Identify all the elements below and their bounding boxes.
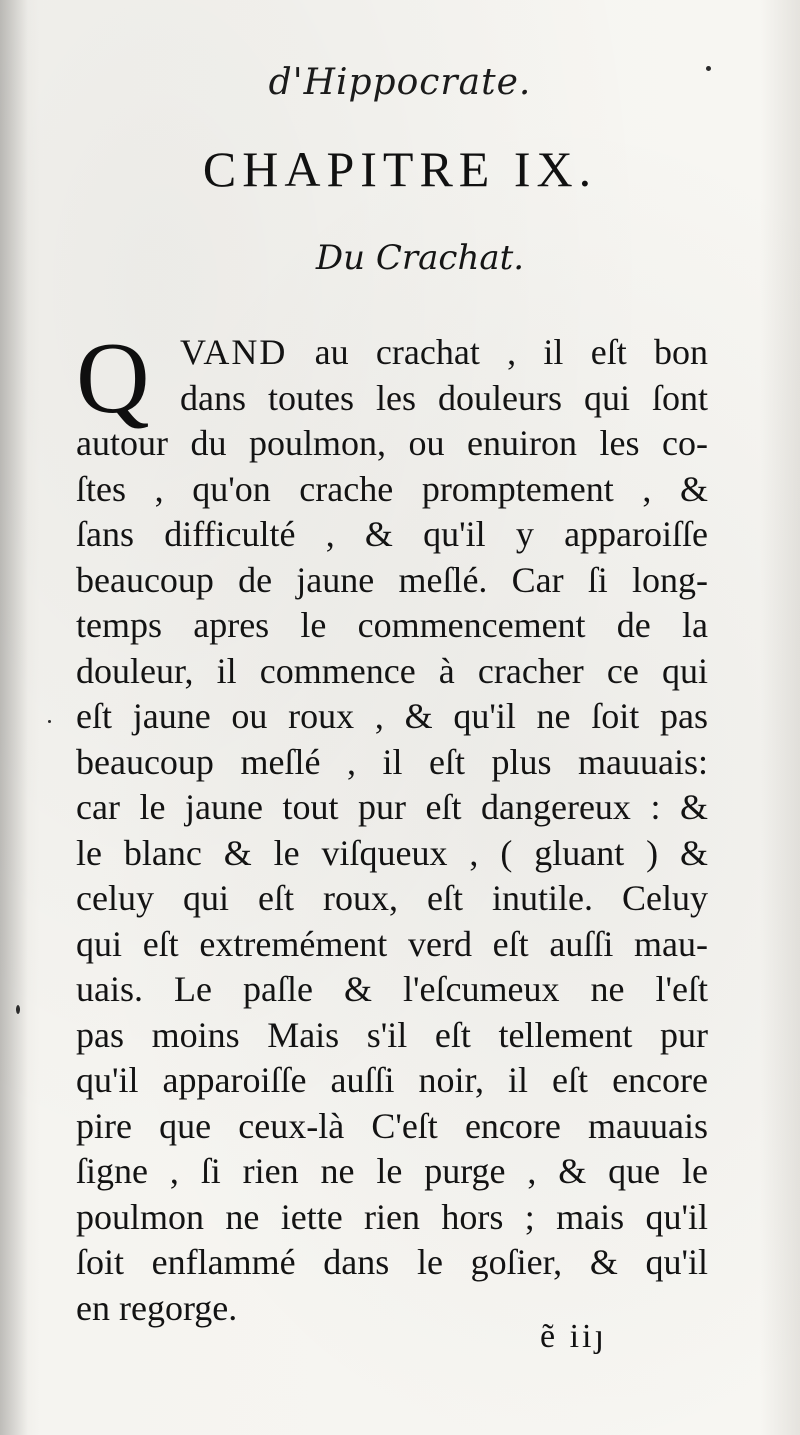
page-gutter-shadow — [0, 0, 28, 1435]
text-line-content: au crachat , il eſt bon — [314, 332, 708, 372]
text-line: dans toutes les douleurs qui ſont — [180, 377, 708, 418]
text-line: celuy qui eſt roux, eſt inutile. Celuy — [76, 878, 708, 918]
text-line: pire que ceux-là C'eſt encore mauuais — [76, 1105, 708, 1146]
chapter-title: CHAPITRE IX. — [202, 141, 598, 197]
text-line: eſt jaune ou roux , & qu'il ne ſoit pas — [76, 696, 708, 736]
text-line — [76, 330, 708, 376]
text-line: ſoit enflammé dans le goſier, & qu'il — [76, 1242, 708, 1282]
text-line: beaucoup meſlé , il eſt plus mauuais: — [76, 741, 708, 782]
ink-speck — [706, 66, 711, 71]
text-line: poulmon ne iette rien hors ; mais qu'il — [76, 1196, 708, 1237]
drop-cap: Q — [76, 322, 150, 435]
running-head: d'Hippocrate. — [268, 62, 532, 103]
ink-speck — [16, 1005, 20, 1014]
text-line: autour du poulmon, ou enuiron les co- — [76, 423, 708, 463]
text-line: temps apres le commencement de la — [76, 605, 708, 645]
body-text — [76, 322, 708, 1331]
text-line: ſigne , ſi rien ne le purge , & que le — [76, 1151, 708, 1191]
text-line: le blanc & le viſqueux , ( gluant ) & — [76, 832, 708, 873]
section-title: Du Crachat. — [315, 238, 525, 278]
text-line: uais. Le paſle & l'eſcumeux ne l'eſt — [76, 969, 708, 1009]
text-line: beaucoup de jaune meſlé. Car ſi long- — [76, 559, 708, 600]
text-line: douleur, il commence à cracher ce qui — [76, 650, 708, 691]
text-line: ſans difficulté , & qu'il y apparoiſſe — [76, 514, 708, 554]
text-line: pas moins Mais s'il eſt tellement pur — [76, 1014, 708, 1055]
ink-speck — [48, 720, 51, 723]
text-line: car le jaune tout pur eſt dangereux : & — [76, 787, 708, 827]
text-line: en regorge. — [76, 1287, 238, 1328]
first-word: VAND — [180, 332, 288, 372]
text-line: qu'il apparoiſſe auſſi noir, il eſt encore — [76, 1060, 708, 1100]
text-line: qui eſt extremément verd eſt auſſi mau- — [76, 923, 708, 964]
text-line: ſtes , qu'on crache promptement , & — [76, 468, 708, 509]
signature-mark: ẽ iiȷ — [540, 1318, 607, 1355]
